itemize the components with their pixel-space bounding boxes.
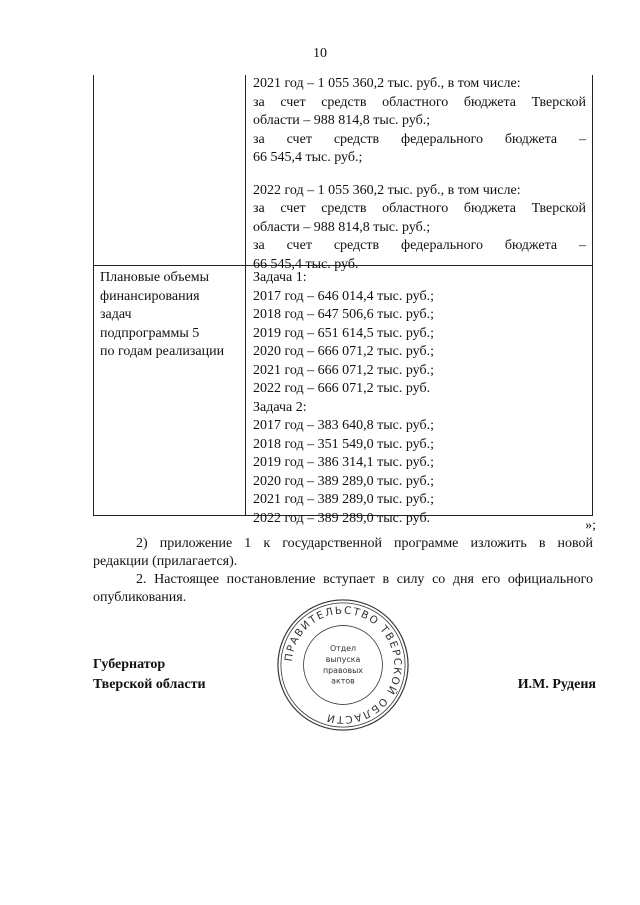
text-line: 66 545,4 тыс. руб.	[253, 256, 359, 272]
text-line: финансирования	[100, 288, 200, 304]
text-line: 2018 год – 647 506,6 тыс. руб.;	[253, 307, 434, 322]
page-number: 10	[313, 46, 327, 61]
text-line: опубликования.	[93, 590, 187, 605]
official-seal	[274, 596, 412, 734]
table-border-right	[592, 75, 593, 516]
closing-quote: »;	[585, 518, 596, 533]
text-line: за счет средств федерального бюджета –	[253, 131, 586, 147]
paragraph-appendix	[93, 535, 593, 571]
table-cell-row1-right	[253, 75, 586, 274]
text-line: Плановые объемы	[100, 270, 210, 285]
text-line: 2022 год – 389 289,0 тыс. руб.	[253, 510, 431, 526]
text-line: 2022 год – 666 071,2 тыс. руб.	[253, 381, 431, 396]
text-line: 2017 год – 383 640,8 тыс. руб.;	[253, 418, 434, 433]
text-line: Задача 2:	[253, 399, 307, 415]
text-line: за счет средств областного бюджета Тверской	[253, 201, 586, 216]
text-line: 2021 год – 666 071,2 тыс. руб.;	[253, 362, 434, 378]
text-line: за счет средств областного бюджета Тверской	[253, 94, 586, 110]
seal-inner-text	[323, 644, 363, 686]
table-cell-row2-left	[100, 269, 242, 362]
text-line: задач	[100, 307, 132, 322]
text-line: 2) приложение 1 к государственной программе изложить в новой	[136, 536, 593, 551]
text-line: Задача 1:	[253, 270, 307, 285]
signatory-name: И.М. Руденя	[517, 677, 596, 692]
svg-text:актов: актов	[331, 676, 355, 686]
table-cell-row2-right	[253, 269, 586, 528]
text-line: Тверской области	[93, 677, 206, 692]
text-line: 2018 год – 351 549,0 тыс. руб.;	[253, 436, 434, 452]
svg-text:Отдел: Отдел	[329, 644, 357, 654]
text-line: 2020 год – 389 289,0 тыс. руб.;	[253, 473, 434, 489]
text-line: 2017 год – 646 014,4 тыс. руб.;	[253, 288, 434, 304]
text-line: 2021 год – 389 289,0 тыс. руб.;	[253, 492, 434, 507]
table-column-divider	[245, 75, 246, 516]
text-line: области – 988 814,8 тыс. руб.;	[253, 113, 431, 128]
svg-text:выпуска: выпуска	[325, 655, 361, 665]
text-line: Губернатор	[93, 657, 166, 672]
funding-table	[93, 75, 593, 526]
text-line: 66 545,4 тыс. руб.;	[253, 150, 363, 165]
text-line: 2. Настоящее постановление вступает в силу со дня его официального	[136, 572, 593, 587]
text-line: за счет средств федерального бюджета –	[253, 238, 586, 253]
text-line: 2021 год – 1 055 360,2 тыс. руб., в том числе:	[253, 76, 521, 91]
text-line: по годам реализации	[100, 344, 225, 359]
text-line: подпрограммы 5	[100, 325, 200, 341]
text-line: 2022 год – 1 055 360,2 тыс. руб., в том числе:	[253, 182, 521, 198]
text-line: редакции (прилагается).	[93, 554, 238, 569]
text-line: 2019 год – 651 614,5 тыс. руб.;	[253, 325, 434, 341]
signatory-title	[93, 655, 206, 695]
seal-outer-text: ПРАВИТЕЛЬСТВО ТВЕРСКОЙ ОБЛАСТИ	[282, 604, 404, 726]
table-border-left	[93, 75, 94, 516]
svg-text:правовых: правовых	[323, 665, 363, 675]
text-line: 2020 год – 666 071,2 тыс. руб.;	[253, 344, 434, 359]
text-line: области – 988 814,8 тыс. руб.;	[253, 219, 431, 235]
text-line: 2019 год – 386 314,1 тыс. руб.;	[253, 455, 434, 470]
